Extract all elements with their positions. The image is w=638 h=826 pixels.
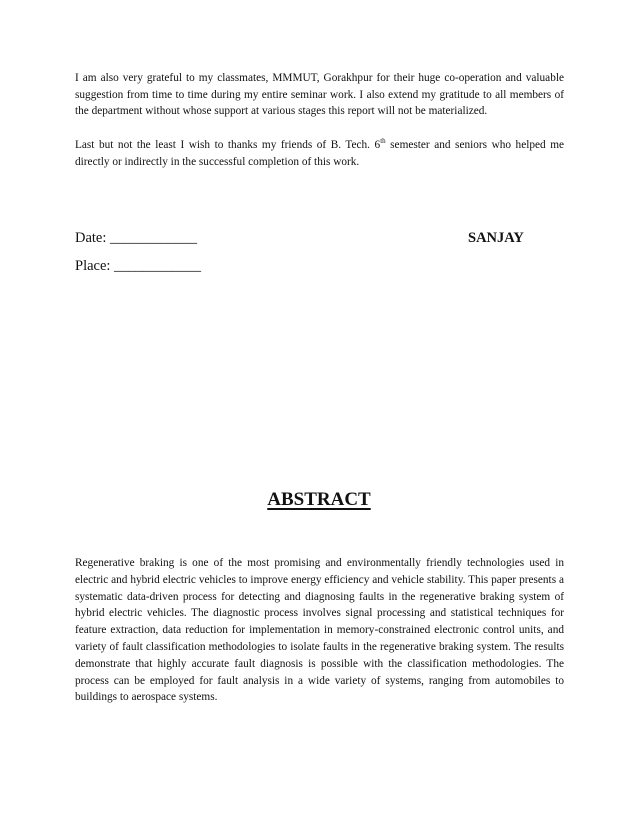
- date-line: Date: ____________: [75, 230, 198, 246]
- abstract-heading: [0, 488, 638, 512]
- acknowledgement-paragraph-2-start: Last but not the least I wish to thanks my friends of B. Tech. 6: [75, 139, 381, 151]
- author-name: SANJAY: [468, 230, 524, 246]
- acknowledgement-paragraph-1: I am also very grateful to my classmates, MMMUT, Gorakhpur for their huge co-operation and valuable suggestion from time to time during my entire seminar work. I also extend my gratitude to all members of the department without whose support at various stages this report will not be materialized.: [75, 72, 564, 118]
- ordinal-superscript: th: [380, 137, 386, 146]
- acknowledgement-paragraph-2: [75, 137, 564, 170]
- abstract-heading-text: ABSTRACT: [267, 489, 371, 510]
- place-line: Place: ____________: [75, 258, 202, 274]
- acknowledgement-paragraph-2-end: semester and seniors who helped me directly or indirectly in the successful completion of this work.: [75, 139, 564, 168]
- abstract-body: Regenerative braking is one of the most promising and environmentally friendly technologies used in electric and hybrid electric vehicles to improve energy efficiency and vehicle stability. This paper presents a systematic data-driven process for detecting and diagnosing faults in the regenerative braking system of hybrid electric vehicles. The diagnostic process involves signal processing and statistical techniques for feature extraction, data reduction for implementation in memory-constrained electronic control units, and variety of fault classification methodologies to isolate faults in the regenerative braking system. The results demonstrate that highly accurate fault diagnosis is possible with the classification methodologies. The process can be employed for fault analysis in a wide variety of systems, ranging from automobiles to buildings to aerospace systems.: [75, 557, 564, 704]
